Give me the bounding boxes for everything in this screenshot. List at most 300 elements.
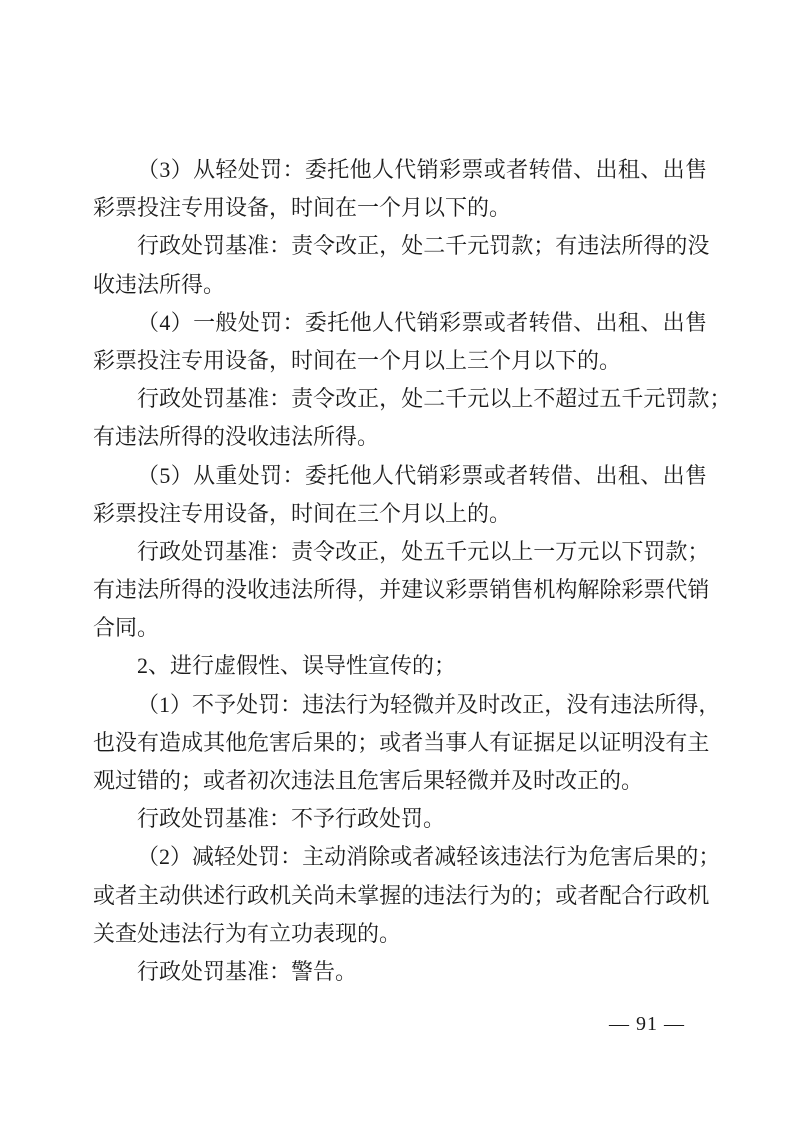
glyph: 罚 (260, 309, 283, 335)
glyph: 售 (684, 157, 707, 182)
glyph: 为 (368, 691, 391, 717)
glyph: ， (357, 577, 380, 603)
glyph: 成 (181, 729, 204, 755)
glyph: 基 (225, 233, 248, 259)
glyph: 行 (544, 844, 567, 870)
glyph: 违 (577, 233, 600, 259)
glyph: 以 (599, 538, 622, 564)
glyph: 超 (555, 386, 578, 412)
glyph: 轻 (214, 844, 237, 870)
glyph: 元 (467, 233, 490, 259)
glyph: 或 (483, 462, 506, 488)
glyph: 危 (588, 844, 611, 870)
glyph: 轻 (390, 691, 413, 717)
text-line (93, 151, 707, 189)
glyph: 政 (665, 882, 688, 908)
glyph: 二 (423, 386, 446, 412)
glyph: 为 (566, 844, 589, 870)
glyph: 出 (662, 462, 685, 488)
glyph: 处 (237, 309, 260, 335)
glyph: 委 (304, 462, 327, 488)
glyph: ； (357, 729, 380, 755)
glyph: 有 (93, 577, 116, 603)
glyph: 票 (467, 577, 490, 603)
glyph: 或 (390, 844, 413, 870)
glyph: 托 (327, 157, 350, 182)
glyph: 减 (434, 844, 457, 870)
glyph: 上 (511, 538, 534, 564)
glyph: 人 (371, 462, 394, 488)
glyph: 没 (643, 729, 666, 755)
glyph: （ (137, 691, 160, 717)
glyph: 、 (640, 309, 663, 335)
glyph: 后 (632, 844, 655, 870)
glyph: 者 (401, 729, 424, 755)
glyph: 法 (522, 844, 545, 870)
glyph: 处 (401, 538, 424, 564)
glyph: 处 (236, 691, 259, 717)
glyph: 五 (599, 386, 622, 412)
glyph: 千 (445, 233, 468, 259)
glyph: 有 (555, 233, 578, 259)
glyph: 改 (335, 233, 358, 259)
glyph: 罚 (258, 691, 281, 717)
glyph: 造 (159, 729, 182, 755)
glyph: 转 (528, 157, 551, 182)
glyph: 处 (181, 233, 204, 259)
text-line (93, 380, 732, 418)
glyph: 代 (394, 157, 417, 182)
glyph: ； (709, 386, 732, 412)
glyph: 不 (533, 386, 556, 412)
glyph: 款 (687, 386, 710, 412)
glyph: 违 (423, 882, 446, 908)
glyph: ： (269, 233, 292, 259)
glyph: 法 (632, 691, 655, 717)
glyph: 委 (304, 157, 327, 182)
glyph: ） (170, 309, 193, 335)
glyph: 人 (467, 729, 490, 755)
glyph: 款 (665, 538, 688, 564)
glyph: 动 (159, 882, 182, 908)
glyph: 元 (467, 538, 490, 564)
glyph: 没 (225, 577, 248, 603)
glyph: 的 (401, 882, 424, 908)
glyph: （ (137, 157, 160, 182)
glyph: 并 (434, 691, 457, 717)
glyph: 合 (621, 882, 644, 908)
glyph: 罚 (643, 538, 666, 564)
glyph: 该 (478, 844, 501, 870)
glyph: 行 (467, 882, 490, 908)
glyph: 证 (599, 729, 622, 755)
glyph: 害 (610, 844, 633, 870)
glyph: 正 (357, 233, 380, 259)
glyph: 政 (159, 386, 182, 412)
glyph: 元 (467, 386, 490, 412)
glyph: 票 (461, 157, 484, 182)
glyph: 他 (349, 462, 372, 488)
glyph: ， (379, 233, 402, 259)
glyph: ： (282, 157, 305, 182)
glyph: 有 (588, 691, 611, 717)
glyph: 构 (555, 577, 578, 603)
glyph: 、 (640, 157, 663, 182)
glyph: 得 (181, 577, 204, 603)
glyph: 后 (291, 729, 314, 755)
glyph: 销 (687, 577, 710, 603)
glyph: 、 (573, 309, 596, 335)
glyph: 委 (304, 309, 327, 335)
glyph: 违 (610, 691, 633, 717)
glyph: 销 (416, 157, 439, 182)
glyph: 二 (423, 233, 446, 259)
glyph: 有 (489, 729, 512, 755)
glyph: 者 (506, 462, 529, 488)
glyph: 所 (313, 577, 336, 603)
glyph: 违 (115, 577, 138, 603)
glyph: 销 (416, 309, 439, 335)
glyph: ； (687, 538, 710, 564)
glyph: 也 (93, 729, 116, 755)
glyph: 据 (533, 729, 556, 755)
glyph: 罚 (258, 844, 281, 870)
text-line: 彩票投注专用设备，时间在三个月以上的。 (93, 500, 512, 526)
glyph: 没 (687, 233, 710, 259)
glyph: 以 (489, 538, 512, 564)
text-line: 观过错的；或者初次违法且危害后果轻微并及时改正的。 (93, 768, 644, 793)
glyph: 千 (445, 386, 468, 412)
glyph: 他 (349, 157, 372, 182)
glyph: 所 (654, 691, 677, 717)
glyph: 政 (159, 538, 182, 564)
glyph: 或 (379, 729, 402, 755)
glyph: 除 (599, 577, 622, 603)
glyph: 租 (617, 462, 640, 488)
glyph: ： (280, 844, 303, 870)
glyph: 议 (423, 577, 446, 603)
glyph: 果 (313, 729, 336, 755)
glyph: 危 (247, 729, 270, 755)
glyph: 法 (137, 577, 160, 603)
glyph: 者 (115, 882, 138, 908)
glyph: ： (280, 691, 303, 717)
text-line (93, 227, 710, 265)
text-line (93, 533, 710, 571)
glyph: 处 (237, 157, 260, 182)
glyph: 托 (327, 462, 350, 488)
glyph: 证 (511, 729, 534, 755)
glyph: 罚 (260, 462, 283, 488)
glyph: 有 (665, 729, 688, 755)
glyph: 违 (302, 691, 325, 717)
glyph: 过 (577, 386, 600, 412)
glyph: 彩 (621, 577, 644, 603)
glyph: 元 (643, 386, 666, 412)
glyph: （ (137, 462, 160, 488)
glyph: ， (379, 386, 402, 412)
glyph: 建 (401, 577, 424, 603)
glyph: 行 (346, 691, 369, 717)
glyph: ， (698, 691, 721, 717)
glyph: 以 (577, 729, 600, 755)
glyph: 减 (192, 844, 215, 870)
glyph: 行 (137, 386, 160, 412)
glyph: 销 (416, 462, 439, 488)
glyph: 其 (203, 729, 226, 755)
glyph: 五 (423, 538, 446, 564)
glyph: 般 (215, 309, 238, 335)
glyph: 一 (193, 309, 216, 335)
glyph: 正 (357, 386, 380, 412)
glyph: 者 (506, 309, 529, 335)
glyph: 的 (511, 882, 534, 908)
glyph: 时 (478, 691, 501, 717)
text-line (93, 304, 707, 342)
glyph: 行 (225, 882, 248, 908)
glyph: 法 (599, 233, 622, 259)
glyph: 他 (349, 309, 372, 335)
glyph: 处 (181, 538, 204, 564)
glyph: 、 (573, 462, 596, 488)
glyph: 解 (577, 577, 600, 603)
glyph: 害 (269, 729, 292, 755)
glyph: 予 (214, 691, 237, 717)
glyph: 重 (215, 462, 238, 488)
glyph: 并 (379, 577, 402, 603)
glyph: 下 (621, 538, 644, 564)
glyph: 事 (445, 729, 468, 755)
glyph: 者 (577, 882, 600, 908)
glyph: 从 (193, 157, 216, 182)
glyph: 万 (555, 538, 578, 564)
glyph: 罚 (489, 233, 512, 259)
glyph: 他 (225, 729, 248, 755)
glyph: 为 (489, 882, 512, 908)
glyph: 微 (412, 691, 435, 717)
glyph: 处 (236, 844, 259, 870)
glyph: 罚 (203, 538, 226, 564)
glyph: 机 (533, 577, 556, 603)
glyph: 机 (687, 882, 710, 908)
glyph: 、 (573, 157, 596, 182)
glyph: ， (544, 691, 567, 717)
glyph: 托 (327, 309, 350, 335)
glyph: 收 (247, 577, 270, 603)
glyph: ： (282, 309, 305, 335)
glyph: 未 (335, 882, 358, 908)
text-line: 彩票投注专用设备，时间在一个月以下的。 (93, 195, 512, 221)
text-line: 行政处罚基准：警告。 (137, 958, 358, 984)
glyph: 的 (665, 233, 688, 259)
glyph: 法 (445, 882, 468, 908)
glyph: 者 (506, 157, 529, 182)
glyph: 准 (247, 233, 270, 259)
glyph: 票 (461, 462, 484, 488)
glyph: 轻 (215, 157, 238, 182)
glyph: 责 (291, 538, 314, 564)
glyph: 出 (662, 309, 685, 335)
glyph: 处 (237, 462, 260, 488)
glyph: 元 (577, 538, 600, 564)
text-line: 关查处违法行为有立功表现的。 (93, 920, 402, 946)
glyph: ； (533, 882, 556, 908)
glyph: 主 (687, 729, 710, 755)
glyph: 借 (550, 157, 573, 182)
glyph: 行 (643, 882, 666, 908)
glyph: 出 (595, 462, 618, 488)
glyph: ） (170, 157, 193, 182)
glyph: 售 (511, 577, 534, 603)
glyph: 的 (203, 577, 226, 603)
glyph: 票 (461, 309, 484, 335)
glyph: 法 (324, 691, 347, 717)
glyph: 从 (193, 462, 216, 488)
glyph: 或 (93, 882, 116, 908)
glyph: 有 (137, 729, 160, 755)
glyph: 处 (181, 386, 204, 412)
glyph: 机 (269, 882, 292, 908)
glyph: 彩 (439, 157, 462, 182)
glyph: 令 (313, 386, 336, 412)
glyph: ： (282, 462, 305, 488)
text-line: 2、进行虚假性、误导性宣传的； (137, 653, 457, 679)
glyph: ） (170, 844, 193, 870)
glyph: 主 (302, 844, 325, 870)
glyph: 述 (203, 882, 226, 908)
glyph: 罚 (260, 157, 283, 182)
glyph: （ (137, 844, 160, 870)
text-line: 行政处罚基准：不予行政处罚。 (137, 806, 446, 832)
glyph: 出 (662, 157, 685, 182)
glyph: 违 (269, 577, 292, 603)
glyph: 掌 (357, 882, 380, 908)
text-line (93, 877, 710, 915)
glyph: 轻 (456, 844, 479, 870)
glyph: 代 (394, 462, 417, 488)
glyph: 代 (665, 577, 688, 603)
glyph: 当 (423, 729, 446, 755)
glyph: 政 (247, 882, 270, 908)
glyph: 动 (324, 844, 347, 870)
glyph: （ (137, 309, 160, 335)
text-line (93, 686, 721, 724)
text-line: 合同。 (93, 615, 160, 641)
glyph: 不 (192, 691, 215, 717)
glyph: 得 (676, 691, 699, 717)
glyph: 处 (401, 233, 424, 259)
glyph: 尚 (313, 882, 336, 908)
glyph: 者 (412, 844, 435, 870)
glyph: 彩 (445, 577, 468, 603)
glyph: 千 (445, 538, 468, 564)
glyph: 果 (654, 844, 677, 870)
glyph: 消 (346, 844, 369, 870)
glyph: 没 (566, 691, 589, 717)
glyph: 基 (225, 538, 248, 564)
glyph: 没 (115, 729, 138, 755)
glyph: 握 (379, 882, 402, 908)
glyph: 代 (394, 309, 417, 335)
glyph: 4 (159, 309, 171, 335)
glyph: 明 (621, 729, 644, 755)
page-number: — 91 — (609, 1013, 685, 1035)
text-line (93, 571, 710, 609)
glyph: 配 (599, 882, 622, 908)
text-line (93, 838, 721, 876)
glyph: 基 (225, 386, 248, 412)
glyph: 2 (159, 844, 171, 870)
glyph: 违 (500, 844, 523, 870)
text-line (93, 457, 707, 495)
glyph: 罚 (203, 233, 226, 259)
glyph: 出 (595, 309, 618, 335)
glyph: 法 (291, 577, 314, 603)
glyph: 行 (137, 538, 160, 564)
glyph: 准 (247, 386, 270, 412)
glyph: 及 (456, 691, 479, 717)
glyph: 改 (500, 691, 523, 717)
glyph: 主 (137, 882, 160, 908)
text-line (93, 724, 710, 762)
glyph: 借 (550, 462, 573, 488)
glyph: ） (170, 691, 193, 717)
glyph: 足 (555, 729, 578, 755)
glyph: 出 (595, 157, 618, 182)
glyph: 所 (621, 233, 644, 259)
glyph: 得 (335, 577, 358, 603)
glyph: 行 (137, 233, 160, 259)
text-line: 有违法所得的没收违法所得。 (93, 424, 380, 450)
glyph: 、 (640, 462, 663, 488)
glyph: ， (379, 538, 402, 564)
glyph: 千 (621, 386, 644, 412)
glyph: 令 (313, 538, 336, 564)
glyph: 转 (528, 462, 551, 488)
glyph: 或 (555, 882, 578, 908)
glyph: 正 (357, 538, 380, 564)
glyph: 人 (371, 157, 394, 182)
glyph: 正 (522, 691, 545, 717)
glyph: ； (698, 844, 721, 870)
glyph: 租 (617, 309, 640, 335)
glyph: 准 (247, 538, 270, 564)
glyph: 或 (483, 157, 506, 182)
glyph: 转 (528, 309, 551, 335)
glyph: 或 (483, 309, 506, 335)
glyph: 票 (643, 577, 666, 603)
glyph: 处 (401, 386, 424, 412)
glyph: 以 (489, 386, 512, 412)
glyph: 责 (291, 386, 314, 412)
glyph: 责 (291, 233, 314, 259)
glyph: 得 (643, 233, 666, 259)
glyph: ： (269, 386, 292, 412)
glyph: 改 (335, 386, 358, 412)
glyph: 除 (368, 844, 391, 870)
glyph: 罚 (665, 386, 688, 412)
glyph: ） (170, 462, 193, 488)
glyph: 罚 (203, 386, 226, 412)
glyph: 令 (313, 233, 336, 259)
glyph: 3 (159, 157, 171, 182)
glyph: 的 (335, 729, 358, 755)
glyph: 人 (371, 309, 394, 335)
glyph: 政 (159, 233, 182, 259)
glyph: 借 (550, 309, 573, 335)
glyph: 款 (511, 233, 534, 259)
glyph: 售 (684, 462, 707, 488)
